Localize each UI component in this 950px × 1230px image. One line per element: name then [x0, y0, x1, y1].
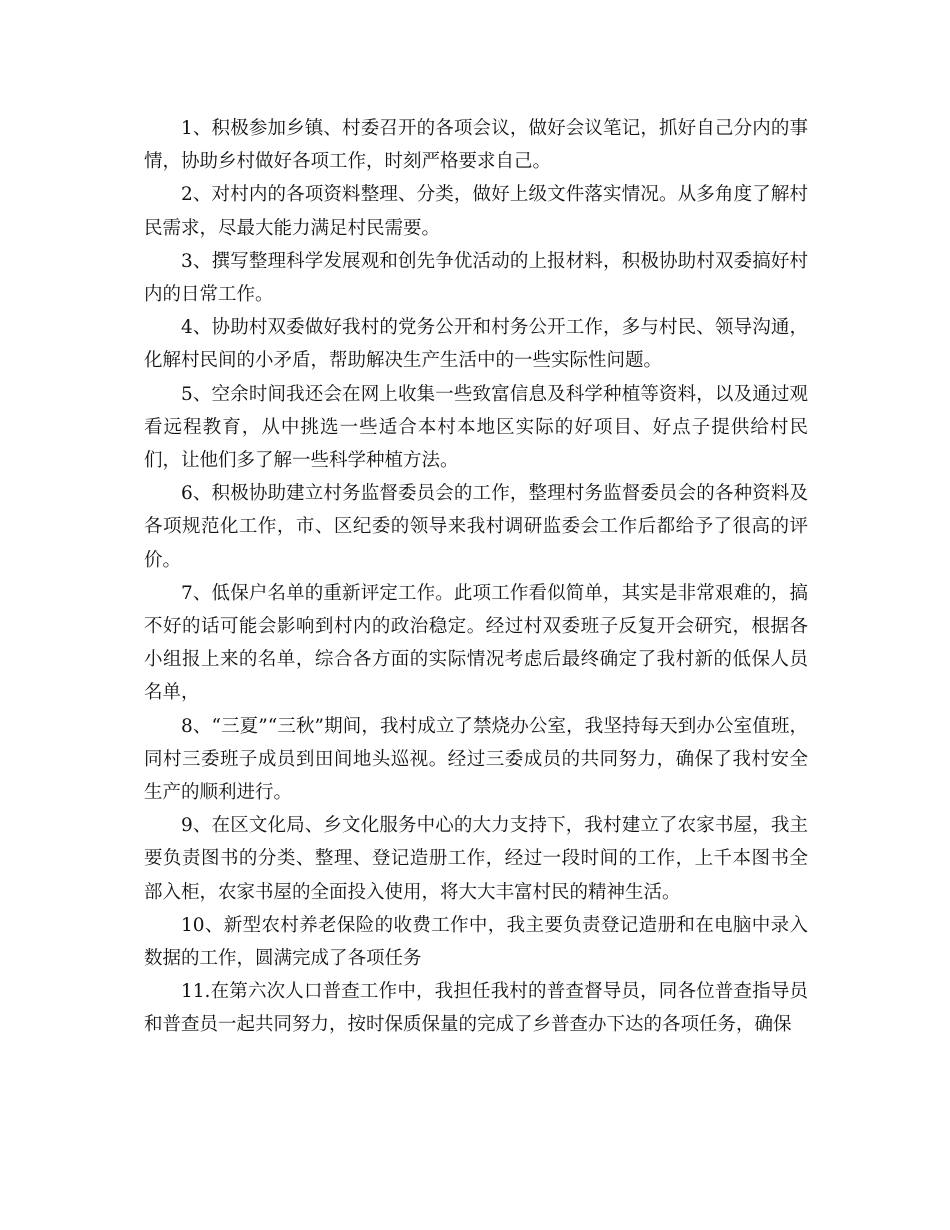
- paragraph-1: 1、积极参加乡镇、村委召开的各项会议，做好会议笔记，抓好自己分内的事情，协助乡村做好各项工作，时刻严格要求自己。: [144, 118, 808, 173]
- document-body: [144, 112, 808, 1042]
- paragraph-4: 4、协助村双委做好我村的党务公开和村务公开工作，多与村民、领导沟通，化解村民间的小矛盾，帮助解决生产生活中的一些实际性问题。: [144, 317, 808, 372]
- paragraph-5: 5、空余时间我还会在网上收集一些致富信息及科学种植等资料，以及通过观看远程教育，从中挑选一些适合本村本地区实际的好项目、好点子提供给村民们，让他们多了解一些科学种植方法。: [144, 383, 808, 472]
- paragraph-7: 7、低保户名单的重新评定工作。此项工作看似简单，其实是非常艰难的，搞不好的话可能会影响到村内的政治稳定。经过村双委班子反复开会研究，根据各小组报上来的名单，综合各方面的实际情况考虑后最终确定了我村新的低保人员名单，: [144, 582, 808, 704]
- paragraph-9: 9、在区文化局、乡文化服务中心的大力支持下，我村建立了农家书屋，我主要负责图书的分类、整理、登记造册工作，经过一段时间的工作，上千本图书全部入柜，农家书屋的全面投入使用，将大大丰富村民的精神生活。: [144, 815, 808, 903]
- paragraph-3: 3、撰写整理科学发展观和创先争优活动的上报材料，积极协助村双委搞好村内的日常工作。: [144, 250, 808, 306]
- paragraph-10: 10、新型农村养老保险的收费工作中，我主要负责登记造册和在电脑中录入数据的工作，圆满完成了各项任务: [144, 914, 808, 970]
- paragraph-8: 8、“三夏”“三秋”期间，我村成立了禁烧办公室，我坚持每天到办公室值班，同村三委班子成员到田间地头巡视。经过三委成员的共同努力，确保了我村安全生产的顺利进行。: [144, 715, 808, 804]
- paragraph-2: 2、对村内的各项资料整理、分类，做好上级文件落实情况。从多角度了解村民需求，尽最大能力满足村民需要。: [144, 184, 808, 239]
- paragraph-6: 6、积极协助建立村务监督委员会的工作，整理村务监督委员会的各种资料及各项规范化工作，市、区纪委的领导来我村调研监委会工作后都给予了很高的评价。: [144, 483, 808, 571]
- paragraph-11: 11.在第六次人口普查工作中，我担任我村的普查督导员，同各位普查指导员和普查员一起共同努力，按时保质保量的完成了乡普查办下达的各项任务，确保: [144, 981, 808, 1036]
